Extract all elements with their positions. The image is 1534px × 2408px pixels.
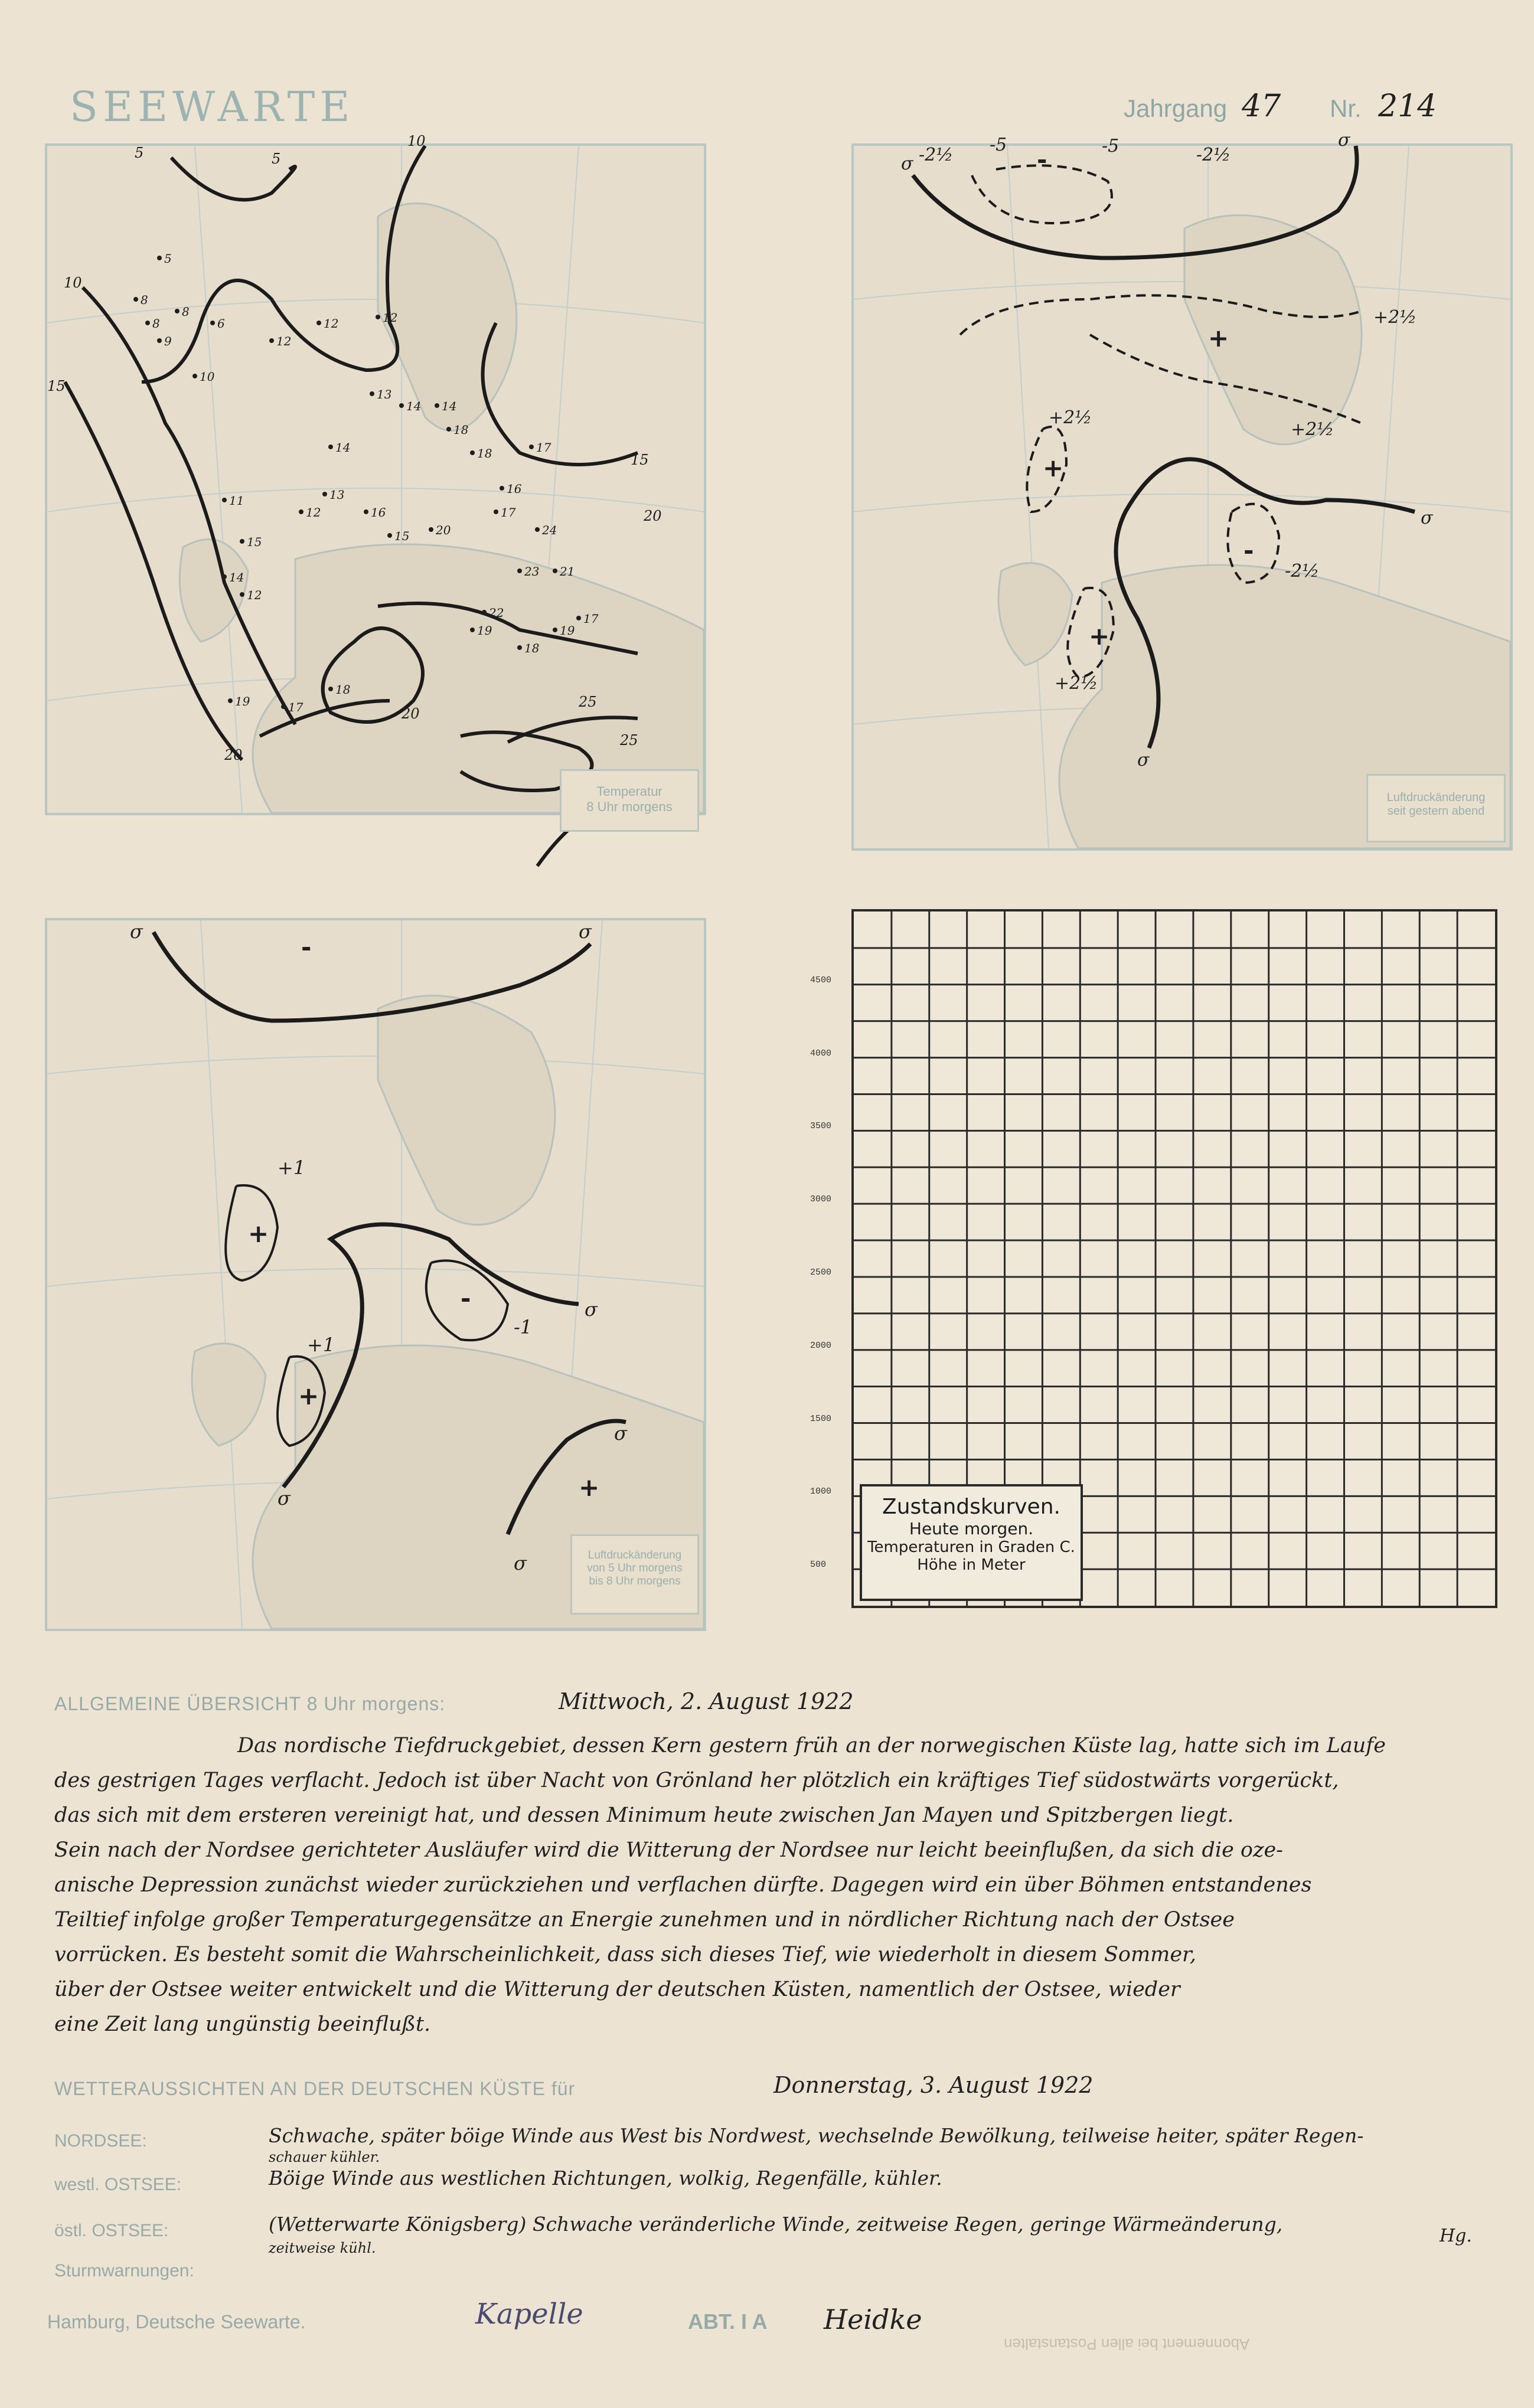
isobar-label: +2½ bbox=[1291, 419, 1334, 440]
plus-sign: + bbox=[1208, 324, 1229, 352]
station-value: 14 bbox=[229, 570, 244, 584]
pressure-change-map-morning bbox=[45, 918, 706, 1631]
abt-label: ABT. I A bbox=[688, 2309, 768, 2334]
isobar-label: σ bbox=[514, 1552, 527, 1574]
station-dot bbox=[399, 403, 404, 408]
temperature-caption bbox=[560, 769, 699, 832]
station-value: 10 bbox=[200, 370, 215, 384]
caption-line: seit gestern abend bbox=[1387, 805, 1485, 818]
author: Heidke bbox=[824, 2304, 922, 2335]
publisher: Hamburg, Deutsche Seewarte. bbox=[47, 2311, 306, 2332]
station-dot bbox=[535, 527, 540, 532]
station-value: 15 bbox=[247, 535, 262, 549]
isobar-label: +1 bbox=[278, 1156, 306, 1179]
caption-line: Temperatur bbox=[596, 784, 662, 799]
station-dot bbox=[370, 391, 374, 396]
station-dot bbox=[281, 704, 286, 709]
overview-line: das sich mit dem ersteren vereinigt hat, und dessen Minimum heute zwischen Jan Mayen und Spitzbergen liegt. bbox=[54, 1803, 1234, 1827]
station-dot bbox=[299, 509, 303, 514]
y-tick-label: 4500 bbox=[810, 975, 832, 985]
station-value: 16 bbox=[507, 482, 522, 496]
station-value: 8 bbox=[141, 293, 148, 307]
station-dot bbox=[328, 687, 333, 691]
isotherm-label: 25 bbox=[579, 694, 597, 710]
temperature-map bbox=[45, 133, 706, 815]
sounding-legend-box bbox=[860, 1484, 1083, 1601]
y-tick-label: 1000 bbox=[810, 1486, 832, 1497]
isobar-label: +2½ bbox=[1055, 673, 1098, 694]
overview-line: Das nordische Tiefdruckgebiet, dessen Kern gestern früh an der norwegischen Küste lag, hatte sich im Laufe bbox=[237, 1734, 1386, 1757]
station-dot bbox=[157, 256, 162, 260]
isotherm-label: 20 bbox=[402, 705, 420, 722]
station-value: 12 bbox=[383, 311, 398, 325]
station-dot bbox=[553, 568, 557, 573]
station-dot bbox=[429, 527, 433, 532]
isobar-label: -2½ bbox=[919, 145, 954, 165]
overview-line: vorrücken. Es besteht somit die Wahrscheinlichkeit, dass sich dieses Tief, wie wiederholt in diesem Sommer, bbox=[54, 1943, 1197, 1966]
forecast-text-nordsee-cont: schauer kühler. bbox=[269, 2149, 380, 2165]
isobar-label: σ bbox=[130, 920, 143, 943]
temperature-map-drawing bbox=[47, 133, 704, 813]
y-tick-label: 2500 bbox=[810, 1267, 832, 1277]
y-tick-label: 3500 bbox=[810, 1121, 832, 1132]
forecast-date: Donnerstag, 3. August 1922 bbox=[773, 2072, 1094, 2098]
forecast-heading: WETTERAUSSICHTEN AN DER DEUTSCHEN KÜSTE für bbox=[54, 2078, 576, 2099]
station-value: 12 bbox=[324, 316, 339, 331]
isobar-label: σ bbox=[1338, 130, 1350, 151]
station-dot bbox=[322, 492, 327, 496]
coastlines bbox=[998, 215, 1510, 849]
station-dot bbox=[316, 321, 321, 325]
isobar-label: σ bbox=[901, 153, 913, 174]
station-value: 13 bbox=[329, 488, 345, 502]
station-dot bbox=[145, 321, 150, 325]
overview-line: des gestrigen Tages verflacht. Jedoch ist über Nacht von Grönland her plötzlich ein kräftiges Tief südostwärts vorgerückt, bbox=[54, 1769, 1339, 1792]
station-value: 17 bbox=[583, 612, 599, 626]
station-dot bbox=[517, 568, 522, 573]
station-dot bbox=[470, 628, 475, 632]
isobar-label: +2½ bbox=[1373, 307, 1417, 328]
isobar-label: σ bbox=[614, 1422, 627, 1445]
plus-sign: + bbox=[298, 1381, 319, 1410]
page-title: SEEWARTE bbox=[70, 83, 355, 131]
minus-sign: - bbox=[461, 1284, 471, 1313]
coastlines bbox=[179, 204, 704, 813]
station-dot bbox=[576, 616, 581, 620]
caption-line: von 5 Uhr morgens bbox=[587, 1562, 683, 1574]
station-dot bbox=[517, 645, 522, 650]
station-dot bbox=[222, 574, 227, 579]
station-dot bbox=[387, 533, 392, 538]
station-value: 12 bbox=[276, 334, 292, 348]
isotherm-label: 20 bbox=[224, 747, 243, 763]
forecast-text-east-ostsee: (Wetterwarte Königsberg) Schwache veränderliche Winde, zeitweise Regen, geringe Wärmeänderung, bbox=[269, 2213, 1283, 2236]
minus-sign: - bbox=[301, 933, 312, 962]
forecast-label-east-ostsee: östl. OSTSEE: bbox=[54, 2221, 169, 2240]
plus-sign: + bbox=[1089, 622, 1110, 651]
legend-line: Temperaturen in Graden C. bbox=[867, 1538, 1075, 1556]
forecast-text-nordsee: Schwache, später böige Winde aus West bis Nordwest, wechselnde Bewölkung, teilweise heiter, später Regen- bbox=[269, 2124, 1364, 2147]
station-dot bbox=[133, 297, 138, 302]
station-dot bbox=[175, 309, 179, 313]
station-dot bbox=[470, 450, 475, 455]
station-value: 8 bbox=[152, 316, 160, 331]
overview-heading: ALLGEMEINE ÜBERSICHT 8 Uhr morgens: bbox=[54, 1693, 446, 1714]
faint-stamp: Abonnement bei allen Postanstalten bbox=[1004, 2335, 1250, 2353]
nr-value: 214 bbox=[1378, 89, 1437, 124]
caption-line: Luftdruckänderung bbox=[1386, 791, 1486, 804]
isotherm-label: 5 bbox=[135, 145, 144, 161]
isobar-label: -1 bbox=[514, 1316, 533, 1338]
minus-sign: - bbox=[1243, 536, 1254, 565]
legend-title: Zustandskurven. bbox=[882, 1495, 1060, 1519]
isobar-label: σ bbox=[1137, 750, 1150, 770]
station-value: 18 bbox=[453, 423, 469, 437]
station-value: 8 bbox=[182, 305, 190, 319]
isotherm-label: 15 bbox=[47, 378, 66, 394]
plus-sign: + bbox=[248, 1219, 269, 1248]
y-tick-label: 1500 bbox=[810, 1413, 832, 1424]
station-dot bbox=[222, 498, 227, 502]
isobar-label: σ bbox=[278, 1487, 291, 1510]
station-dot bbox=[376, 315, 380, 319]
station-value: 9 bbox=[164, 334, 172, 348]
jahrgang-value: 47 bbox=[1242, 89, 1281, 124]
station-value: 13 bbox=[377, 387, 392, 401]
pressure-map-1-drawing bbox=[854, 130, 1510, 848]
caption-line: 8 Uhr morgens bbox=[586, 799, 673, 814]
isobar-label: σ bbox=[1421, 508, 1433, 528]
forecast-initials: Hg. bbox=[1440, 2226, 1472, 2246]
station-dot bbox=[435, 403, 439, 408]
station-value: 14 bbox=[406, 399, 422, 413]
isobar-label: σ bbox=[579, 920, 592, 943]
pressure-map-2-drawing bbox=[47, 920, 704, 1629]
station-value: 17 bbox=[501, 505, 516, 519]
station-value: 18 bbox=[524, 641, 540, 655]
plus-sign: + bbox=[1043, 453, 1064, 482]
isobar-label: +1 bbox=[307, 1334, 335, 1356]
isotherm-label: 10 bbox=[64, 275, 82, 291]
station-dot bbox=[210, 321, 215, 325]
forecast-text-west-ostsee: Böige Winde aus westlichen Richtungen, wolkig, Regenfälle, kühler. bbox=[269, 2167, 942, 2190]
station-dot bbox=[500, 486, 504, 491]
station-dot bbox=[269, 338, 274, 343]
y-tick-label: 3000 bbox=[810, 1194, 832, 1205]
station-value: 14 bbox=[335, 440, 351, 455]
forecast-label-sturm: Sturmwarnungen: bbox=[54, 2261, 194, 2280]
isotherm-label: 20 bbox=[644, 508, 662, 524]
station-value: 11 bbox=[229, 494, 244, 508]
station-value: 12 bbox=[247, 588, 262, 602]
overview-line: anische Depression zunächst wieder zurückziehen und verflachen dürfte. Dagegen wird ein über Böhmen entstandenes bbox=[54, 1873, 1312, 1897]
overview-line: Teiltief infolge großer Temperaturgegensätze an Energie zunehmen und in nördlicher Richtung nach der Ostsee bbox=[54, 1908, 1235, 1932]
station-value: 20 bbox=[436, 523, 451, 537]
overview-line: eine Zeit lang ungünstig beeinflußt. bbox=[54, 2012, 431, 2036]
overview-line: Sein nach der Nordsee gerichteter Ausläufer wird die Witterung der Nordsee nur leicht beeinflußen, da sich die oze- bbox=[54, 1838, 1283, 1862]
isotherm-label: 10 bbox=[407, 133, 426, 149]
forecast-label-nordsee: NORDSEE: bbox=[54, 2131, 147, 2151]
station-value: 12 bbox=[306, 505, 321, 519]
pressure-change-map-evening bbox=[851, 130, 1513, 851]
station-value: 22 bbox=[489, 606, 504, 620]
signature: Kapelle bbox=[475, 2298, 583, 2331]
station-dot bbox=[328, 445, 333, 449]
pressure-caption-evening bbox=[1366, 774, 1506, 842]
overview-date: Mittwoch, 2. August 1922 bbox=[559, 1688, 854, 1714]
isobar-label: +2½ bbox=[1049, 407, 1092, 428]
overview-line: über der Ostsee weiter entwickelt und die Witterung der deutschen Küsten, namentlich der Ostsee, wieder bbox=[54, 1978, 1180, 2001]
station-value: 18 bbox=[477, 446, 492, 460]
isobar-label: -5 bbox=[1102, 136, 1120, 156]
station-value: 17 bbox=[536, 440, 551, 455]
station-dot bbox=[240, 539, 244, 544]
y-tick-label: 500 bbox=[810, 1560, 827, 1570]
station-dot bbox=[364, 509, 368, 514]
station-dot bbox=[192, 374, 197, 378]
station-value: 6 bbox=[217, 316, 225, 331]
overview-text bbox=[54, 1729, 1495, 2042]
station-value: 17 bbox=[288, 700, 303, 714]
station-value: 16 bbox=[371, 505, 386, 519]
pressure-caption-morning bbox=[570, 1534, 699, 1615]
sounding-grid bbox=[851, 909, 1497, 1608]
isobar-label: σ bbox=[585, 1298, 598, 1321]
forecast-text-east-ostsee-cont: zeitweise kühl. bbox=[269, 2240, 376, 2256]
station-value: 18 bbox=[335, 682, 351, 697]
legend-line: Heute morgen. bbox=[909, 1519, 1034, 1538]
station-value: 23 bbox=[524, 564, 540, 579]
legend-line: Höhe in Meter bbox=[917, 1556, 1026, 1574]
minus-sign: - bbox=[1037, 145, 1047, 174]
station-value: 5 bbox=[164, 251, 172, 266]
station-dot bbox=[446, 427, 451, 432]
y-tick-label: 4000 bbox=[810, 1048, 832, 1058]
nr-label: Nr. bbox=[1330, 94, 1362, 122]
plus-sign: + bbox=[579, 1473, 600, 1502]
station-dot bbox=[529, 445, 534, 449]
jahrgang-label: Jahrgang bbox=[1124, 94, 1228, 122]
y-tick-label: 2000 bbox=[810, 1340, 832, 1351]
station-value: 19 bbox=[477, 623, 492, 638]
station-dot bbox=[553, 628, 557, 632]
isobar-label: -2½ bbox=[1196, 145, 1231, 165]
isobar-label: -2½ bbox=[1285, 561, 1320, 581]
station-dot bbox=[494, 509, 498, 514]
forecast-label-west-ostsee: westl. OSTSEE: bbox=[54, 2175, 182, 2194]
station-value: 19 bbox=[235, 694, 250, 708]
station-value: 24 bbox=[542, 523, 557, 537]
station-dot bbox=[228, 698, 233, 703]
station-value: 21 bbox=[560, 564, 575, 579]
station-value: 14 bbox=[442, 399, 457, 413]
isotherm-label: 15 bbox=[631, 452, 649, 468]
caption-line: bis 8 Uhr morgens bbox=[589, 1575, 681, 1587]
isotherm-label: 5 bbox=[272, 151, 281, 167]
station-dot bbox=[482, 610, 487, 615]
station-value: 15 bbox=[394, 529, 410, 543]
isobar-label: -5 bbox=[990, 135, 1007, 155]
caption-line: Luftdruckänderung bbox=[588, 1549, 682, 1561]
station-dot bbox=[240, 592, 244, 597]
station-value: 19 bbox=[560, 623, 575, 638]
station-dot bbox=[157, 338, 162, 343]
isotherm-label: 25 bbox=[620, 732, 638, 749]
